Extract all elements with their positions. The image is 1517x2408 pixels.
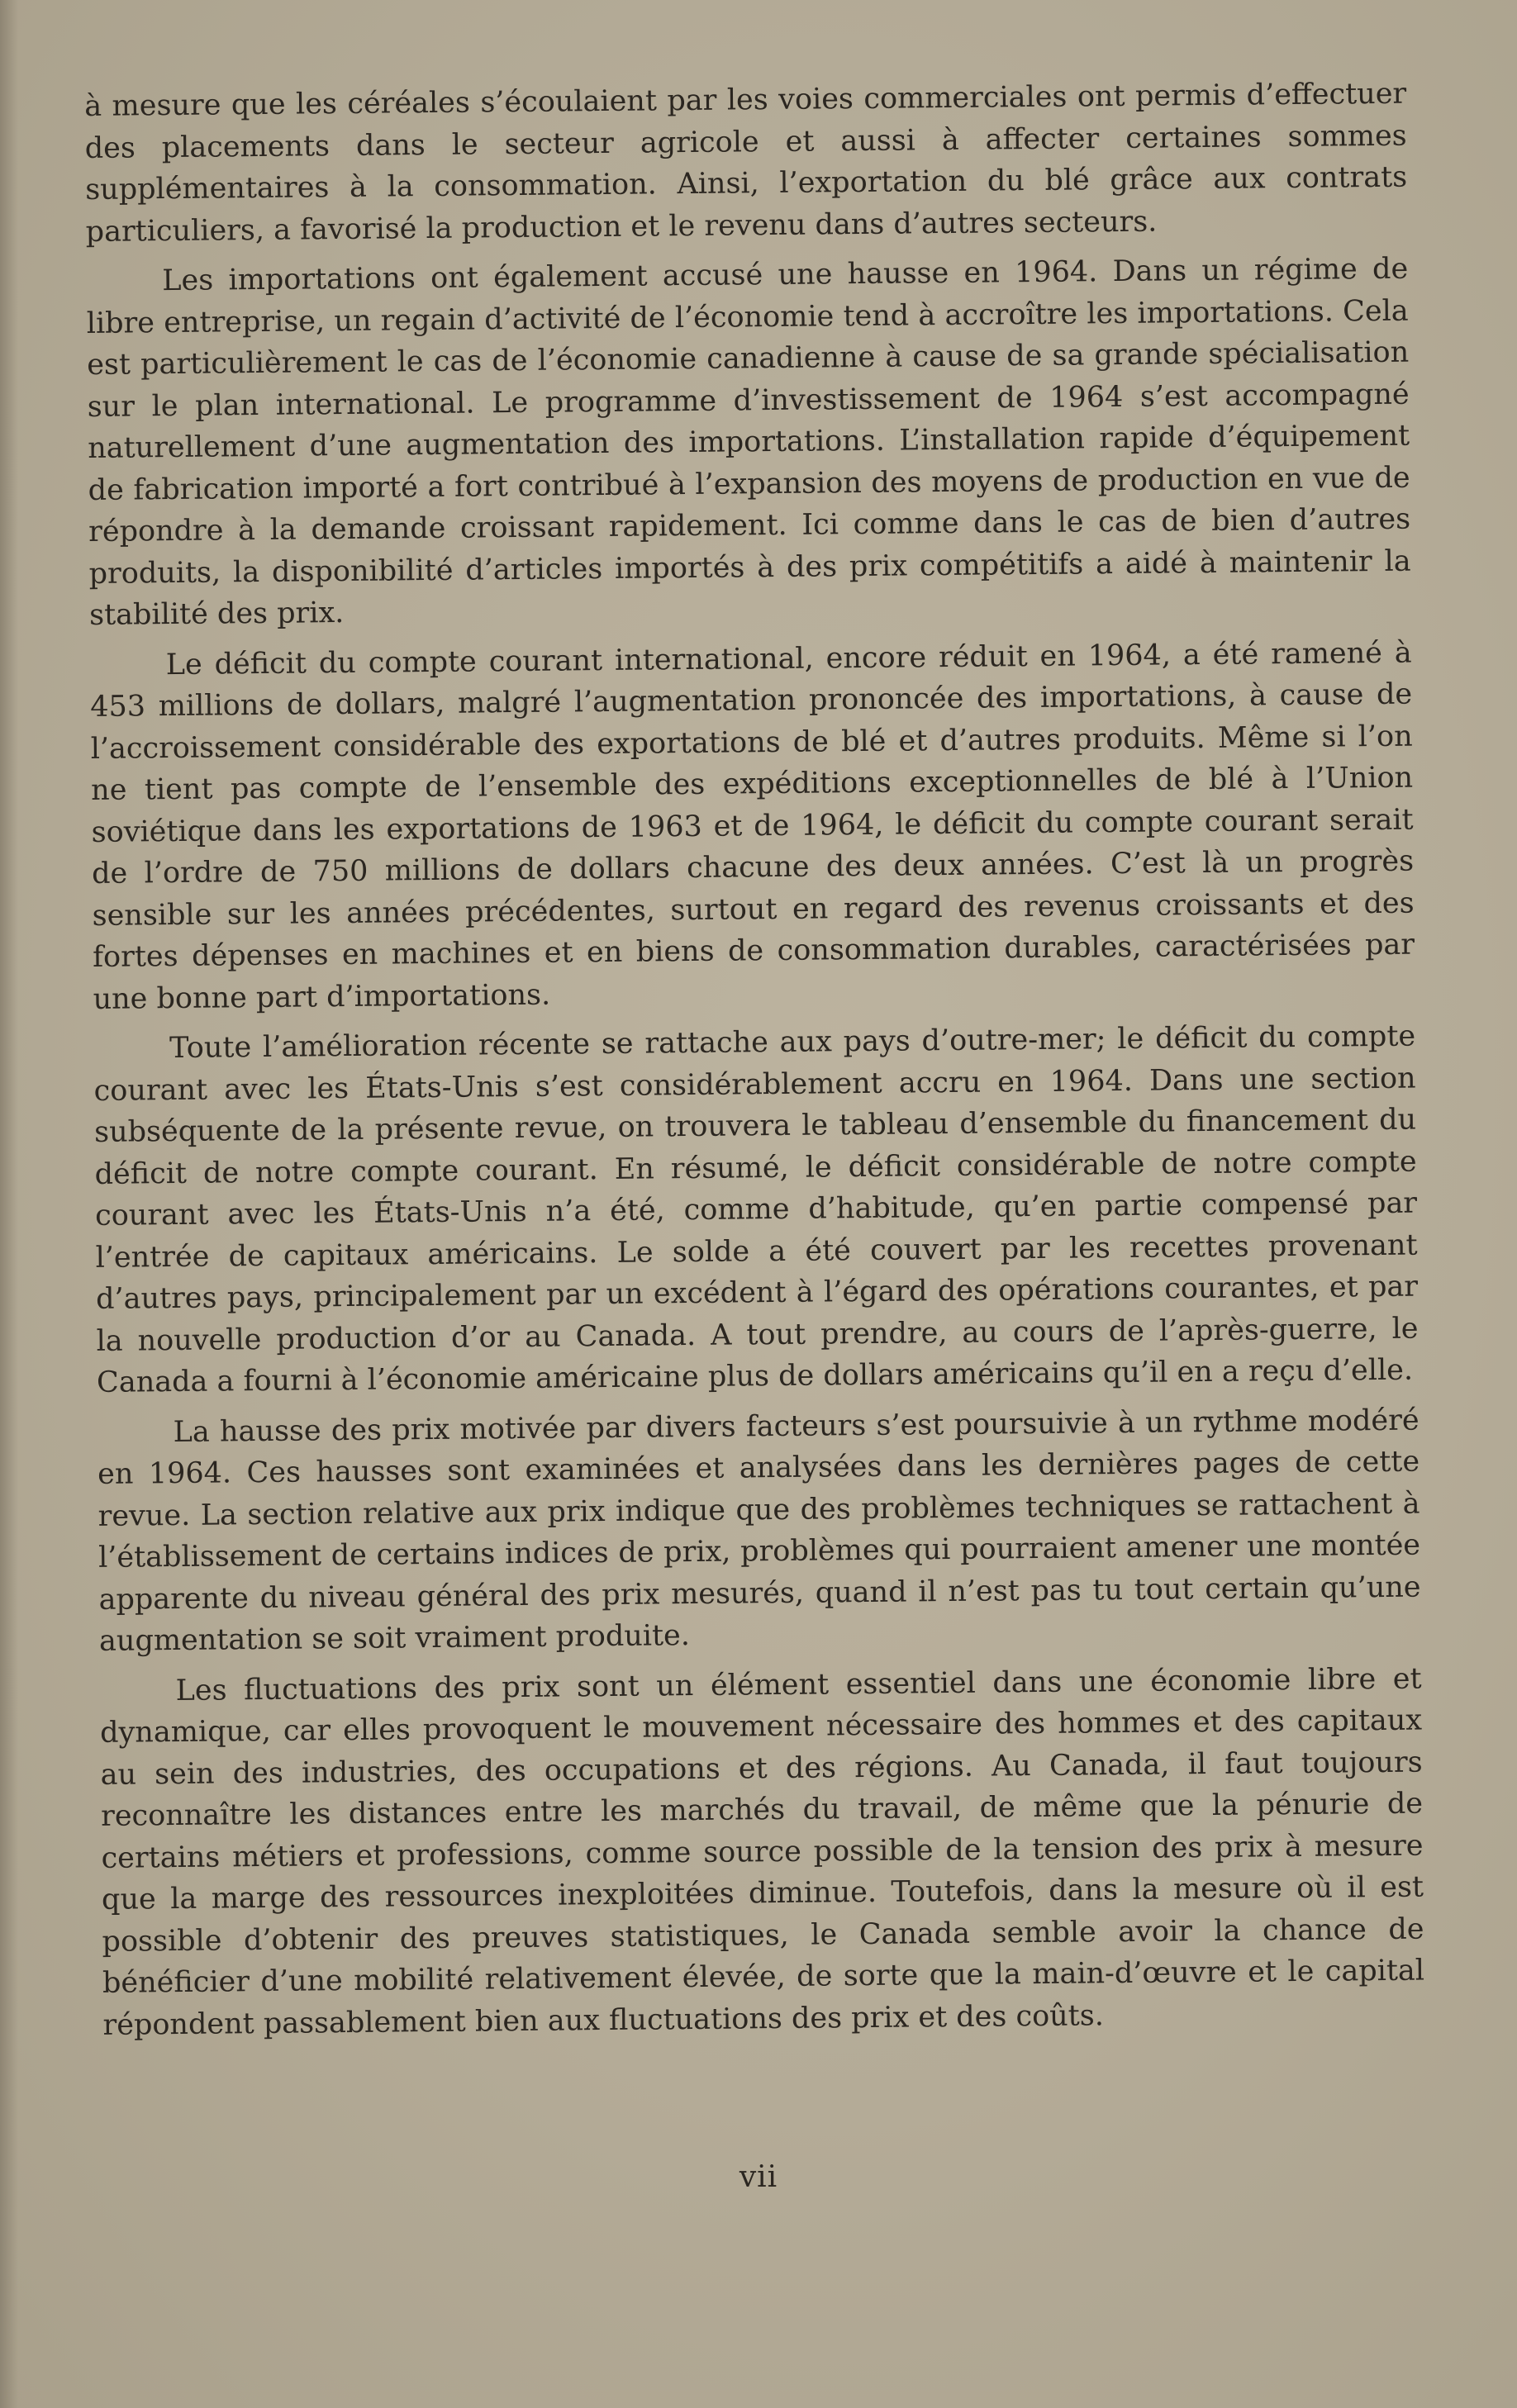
page-number: vii xyxy=(739,2160,778,2194)
page-edge-shadow xyxy=(0,0,18,2408)
paragraph-price-increase: La hausse des prix motivée par divers facteurs s’est poursuivie à un rythme modéré en 1964. Ces hausses sont examinées et analysées dans les dernières pages de cette revue. La section relative aux prix indique que des problèmes techniques se rattachent à l’établissement de certains indices de prix, problèmes qui pourraient amener une montée apparente du niveau général des prix mesurés, quand il n’est pas tu tout certain qu’une augmentation se soit vraiment produite. xyxy=(97,1403,1421,1658)
paragraph-current-account-deficit: Le déficit du compte courant international, encore réduit en 1964, a été ramené à 453 millions de dollars, malgré l’augmentation prononcée des importations, à cause de l’accroissement considérable des exportations de blé et d’autres produits. Même si l’on ne tient pas compte de l’ensemble des expéditions exceptionnelles de blé à l’Union soviétique dans les exportations de 1963 et de 1964, le déficit du compte courant serait de l’ordre de 750 millions de dollars chacune des deux années. C’est là un progrès sensible sur les années précédentes, surtout en regard des revenus croissants et des fortes dépenses en machines et en biens de consommation durables, caractérisées par une bonne part d’importations. xyxy=(90,636,1415,1016)
paragraph-price-fluctuations: Les fluctuations des prix sont un élément essentiel dans une économie libre et dynamique, car elles provoquent le mouvement nécessaire des hommes et des capitaux au sein des industries, des occupations et des régions. Au Canada, il faut toujours reconnaître les distances entre les marchés du travail, de même que la pénurie de certains métiers et professions, comme source possible de la tension des prix à mesure que la marge des ressources inexploitées diminue. Toutefois, dans la mesure où il est possible d’obtenir des preuves statistiques, le Canada semble avoir la chance de bénéficier d’une mobilité relativement élevée, de sorte que la main-d’œuvre et le capital répondent passablement bien aux fluctuations des prix et des coûts. xyxy=(99,1662,1425,2042)
paragraph-overseas-improvement: Toute l’amélioration récente se rattache aux pays d’outre-mer; le déficit du compte courant avec les États-Unis s’est considérablement accru en 1964. Dans une section subséquente de la présente revue, on trouvera le tableau d’ensemble du financement du déficit de notre compte courant. En résumé, le déficit considérable de notre compte courant avec les États-Unis n’a été, comme d’habitude, qu’en partie compensé par l’entrée de capitaux américains. Le solde a été couvert par les recettes provenant d’autres pays, principalement par un excédent à l’égard des opérations courantes, et par la nouvelle production d’or au Canada. A tout prendre, au cours de l’après-guerre, le Canada a fourni à l’économie américaine plus de dollars américains qu’il en a reçu d’elle. xyxy=(93,1019,1419,1399)
body-text xyxy=(84,74,1425,2054)
paragraph-continuation: à mesure que les céréales s’écoulaient par les voies commerciales ont permis d’effectuer des placements dans le secteur agricole et aussi à affecter certaines sommes supplémentaires à la consommation. Ainsi, l’exportation du blé grâce aux contrats particuliers, a favorisé la production et le revenu dans d’autres secteurs. xyxy=(84,77,1408,249)
paragraph-imports: Les importations ont également accusé une hausse en 1964. Dans un régime de libre entreprise, un regain d’activité de l’économie tend à accroître les importations. Cela est particulièrement le cas de l’économie canadienne à cause de sa grande spécialisation sur le plan international. Le programme d’investissement de 1964 s’est accompagné naturellement d’une augmentation des importations. L’installation rapide d’équipement de fabrication importé a fort contribué à l’expansion des moyens de production en vue de répondre à la demande croissant rapidement. Ici comme dans le cas de bien d’autres produits, la disponibilité d’articles importés à des prix compétitifs a aidé à maintenir la stabilité des prix. xyxy=(86,252,1411,632)
